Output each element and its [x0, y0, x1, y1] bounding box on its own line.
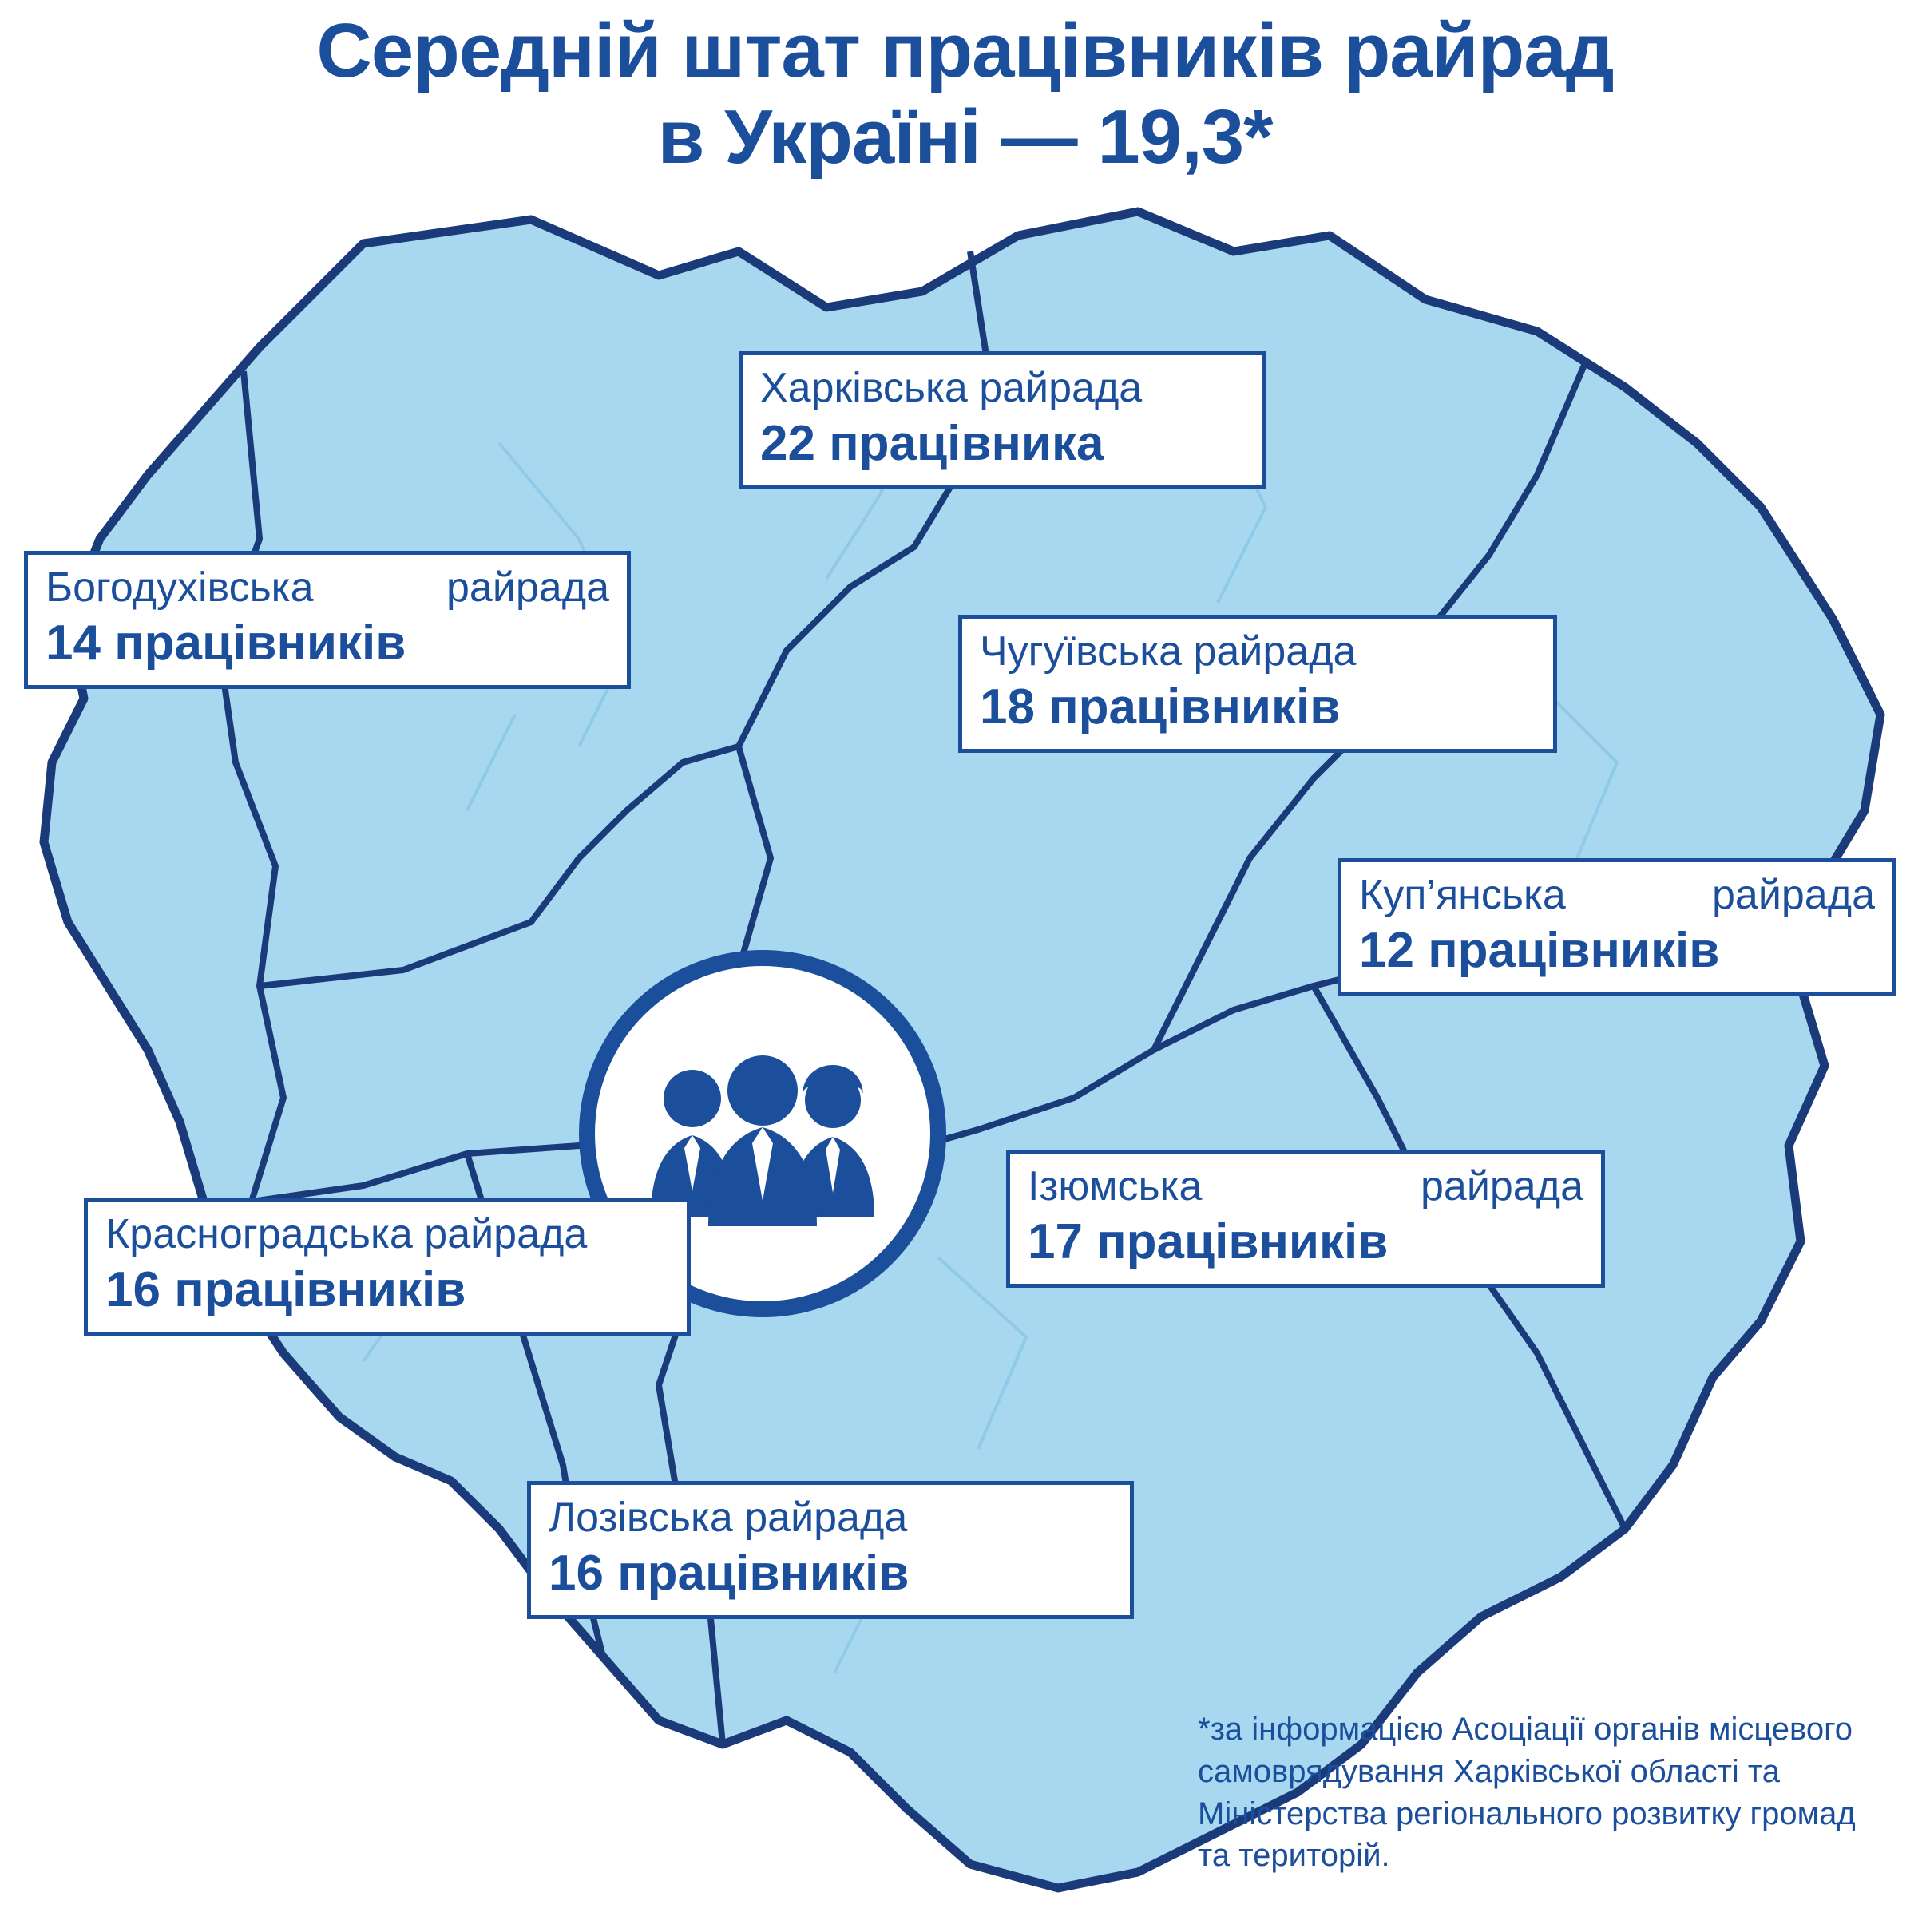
- callout-kharkiv-count: 22 працівника: [760, 416, 1104, 472]
- callout-izium: [1006, 1150, 1605, 1288]
- callout-izium-name-left: Ізюмська: [1028, 1163, 1203, 1209]
- callout-lozova-name: Лозівська райрада: [549, 1495, 908, 1541]
- callout-kupiansk: [1338, 858, 1896, 996]
- callout-krasnohrad-name: Красноградська райрада: [105, 1211, 588, 1257]
- callout-chuhuiv-count: 18 працівників: [980, 679, 1341, 735]
- callout-izium-count: 17 працівників: [1028, 1214, 1389, 1270]
- callout-krasnohrad-count: 16 працівників: [105, 1262, 466, 1318]
- title-line-2: в Україні — 19,3*: [657, 93, 1273, 180]
- callout-chuhuiv-name: Чугуївська райрада: [980, 628, 1357, 675]
- callout-bohodukhiv-name-right: райрада: [446, 564, 609, 611]
- callout-kupiansk-name-right: райрада: [1712, 872, 1875, 918]
- callout-lozova-count: 16 працівників: [549, 1546, 910, 1601]
- callout-kupiansk-name: [1359, 870, 1875, 920]
- callout-chuhuiv: [958, 615, 1557, 753]
- callout-krasnohrad: [84, 1198, 691, 1336]
- callout-bohodukhiv-count: 14 працівників: [46, 616, 406, 671]
- callout-kharkiv-name: Харківська райрада: [760, 365, 1143, 411]
- source-footnote: *за інформацією Асоціації органів місцевого самоврядування Харківської області та Міністерства регіонального розвитку громад та територій.: [1198, 1712, 1856, 1874]
- callout-kupiansk-name-left: Куп’янська: [1359, 872, 1566, 918]
- callout-bohodukhiv-name-left: Богодухівська: [46, 564, 314, 611]
- callout-bohodukhiv-name: [46, 563, 609, 613]
- callout-kharkiv: [739, 351, 1266, 489]
- callout-lozova: [527, 1481, 1134, 1619]
- title-line-1: Середній штат працівників райрад: [316, 8, 1614, 93]
- page-title: [0, 8, 1930, 180]
- callout-kupiansk-count: 12 працівників: [1359, 923, 1720, 979]
- callout-izium-name-right: райрада: [1421, 1163, 1583, 1209]
- callout-izium-name: [1028, 1162, 1583, 1212]
- callout-bohodukhiv: [24, 551, 631, 689]
